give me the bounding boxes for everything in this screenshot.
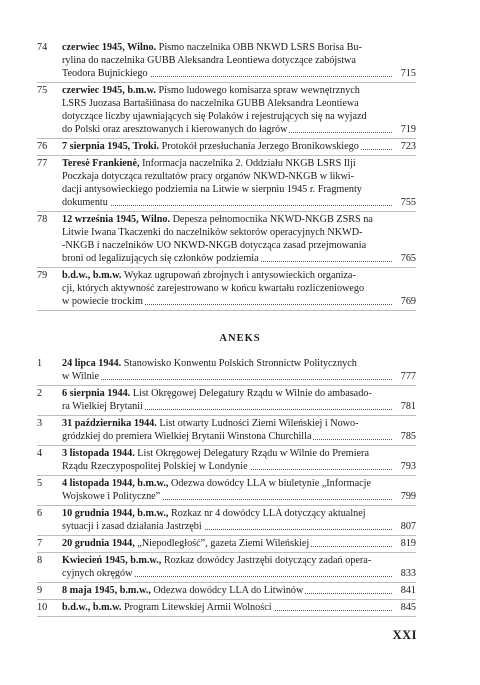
entry-title: 4 listopada 1944, b.m.w., xyxy=(62,478,169,489)
entry-page-number: 833 xyxy=(398,567,416,580)
toc-main-section xyxy=(37,40,416,311)
entry-title: 7 sierpnia 1945, Troki. xyxy=(62,141,160,152)
entry-leader-line: 8 maja 1945, b.m.w., Odezwa dowódcy LLA do Litwinów 841 xyxy=(62,585,416,596)
entry-page-number: 777 xyxy=(398,370,416,383)
entry-number: 76 xyxy=(37,141,48,152)
entry-line: cji, których aktywność zarejestrowano w końcu kwartału rozliczeniowego xyxy=(62,283,365,294)
toc-entry xyxy=(37,268,416,311)
entry-number: 8 xyxy=(37,555,43,566)
toc-entry xyxy=(37,83,416,139)
toc-aneks-section xyxy=(37,356,416,617)
toc-entry xyxy=(37,506,416,536)
entry-number: 6 xyxy=(37,508,43,519)
entry-title: 3 listopada 1944. xyxy=(62,448,135,459)
toc-entry xyxy=(37,156,416,212)
entry-line: Poczkaja dotycząca rezultatów pracy organów NKWD-NKGB w likwi- xyxy=(62,171,355,182)
entry-line: b.d.w., b.m.w. Wykaz ugrupowań zbrojnych i antysowieckich organiza- xyxy=(62,270,356,281)
entry-text xyxy=(62,584,416,597)
entry-text xyxy=(62,387,416,413)
entry-title: 6 sierpnia 1944. xyxy=(62,388,131,399)
toc-entry xyxy=(37,40,416,83)
entry-text xyxy=(62,507,416,533)
entry-title: 31 października 1944. xyxy=(62,418,157,429)
entry-leader-line: b.d.w., b.m.w. Program Litewskiej Armii Wolności 845 xyxy=(62,602,416,613)
entry-title: 8 maja 1945, b.m.w., xyxy=(62,585,151,596)
entry-line: 24 lipca 1944. Stanowisko Konwentu Polskich Stronnictw Politycznych xyxy=(62,358,357,369)
entry-leader-line: gródzkiej do premiera Wielkiej Brytanii Winstona Churchilla 785 xyxy=(62,431,416,442)
entry-page-number: 785 xyxy=(398,430,416,443)
entry-leader-line: Wojskowe i Polityczne” 799 xyxy=(62,491,416,502)
entry-text xyxy=(62,213,416,265)
entry-number: 1 xyxy=(37,358,43,369)
toc-entry xyxy=(37,553,416,583)
entry-title: 12 września 1945, Wilno. xyxy=(62,214,171,225)
page-number: XXI xyxy=(392,628,417,642)
toc-entry xyxy=(37,536,416,553)
entry-leader-line: cyjnych okręgów 833 xyxy=(62,568,416,579)
toc-entry xyxy=(37,356,416,386)
entry-title: czerwiec 1945, b.m.w. xyxy=(62,85,156,96)
entry-line: 3 listopada 1944. List Okręgowej Delegatury Rządu w Wilnie do Premiera xyxy=(62,448,369,459)
entry-text xyxy=(62,417,416,443)
toc-entry xyxy=(37,139,416,156)
entry-line: 12 września 1945, Wilno. Depesza pełnomocnika NKWD-NKGB ZSRS na xyxy=(62,214,373,225)
toc-entry xyxy=(37,212,416,268)
entry-leader-line: broni od legalizujących się członków podziemia 765 xyxy=(62,253,416,264)
entry-line: dacji antysowieckiego podziemia na Litwie w sierpniu 1945 r. Fragmenty xyxy=(62,184,362,195)
entry-text xyxy=(62,554,416,580)
entry-line: Teresė Frankienė, Informacja naczelnika 2. Oddziału NKGB LSRS Ilji xyxy=(62,158,356,169)
entry-page-number: 755 xyxy=(398,196,416,209)
entry-page-number: 769 xyxy=(398,295,416,308)
entry-leader-line: ra Wielkiej Brytanii 781 xyxy=(62,401,416,412)
entry-page-number: 807 xyxy=(398,520,416,533)
entry-text xyxy=(62,601,416,614)
entry-text xyxy=(62,477,416,503)
entry-number: 75 xyxy=(37,85,48,96)
entry-number: 10 xyxy=(37,602,48,613)
entry-number: 74 xyxy=(37,42,48,53)
entry-page-number: 799 xyxy=(398,490,416,503)
entry-leader-line: w Wilnie 777 xyxy=(62,371,416,382)
entry-text xyxy=(62,41,416,80)
entry-text xyxy=(62,447,416,473)
entry-page-number: 719 xyxy=(398,123,416,136)
entry-title: 24 lipca 1944. xyxy=(62,358,122,369)
entry-number: 77 xyxy=(37,158,48,169)
toc-entry xyxy=(37,600,416,617)
entry-line: dotyczące liczby ujawniających się Polaków i rejestrujących się na wyjazd xyxy=(62,111,367,122)
entry-text xyxy=(62,269,416,308)
entry-title: 10 grudnia 1944, b.m.w., xyxy=(62,508,169,519)
dot-leader xyxy=(62,379,392,380)
toc-entry xyxy=(37,416,416,446)
entry-leader-line: dokumentu 755 xyxy=(62,197,416,208)
entry-title: Teresė Frankienė, xyxy=(62,158,140,169)
entry-number: 9 xyxy=(37,585,43,596)
entry-leader-line: sytuacji i zasad działania Jastrzębi 807 xyxy=(62,521,416,532)
entry-leader-line: 7 sierpnia 1945, Troki. Protokół przesłuchania Jerzego Bronikowskiego 723 xyxy=(62,141,416,152)
entry-line: -NKGB i naczelników UO NKWD-NKGB dotycząca zasad przejmowania xyxy=(62,240,367,251)
entry-number: 4 xyxy=(37,448,43,459)
entry-page-number: 765 xyxy=(398,252,416,265)
entry-line: 6 sierpnia 1944. List Okręgowej Delegatury Rządu w Wilnie do ambasado- xyxy=(62,388,372,399)
entry-number: 78 xyxy=(37,214,48,225)
entry-page-number: 793 xyxy=(398,460,416,473)
entry-leader-line: w powiecie trockim 769 xyxy=(62,296,416,307)
entry-title: b.d.w., b.m.w. xyxy=(62,602,122,613)
entry-text xyxy=(62,357,416,383)
entry-page-number: 841 xyxy=(398,584,416,597)
entry-page-number: 781 xyxy=(398,400,416,413)
entry-page-number: 845 xyxy=(398,601,416,614)
entry-leader-line: Teodora Bujnickiego 715 xyxy=(62,68,416,79)
entry-page-number: 819 xyxy=(398,537,416,550)
entry-page-number: 723 xyxy=(398,140,416,153)
entry-text xyxy=(62,157,416,209)
entry-line: 31 października 1944. List otwarty Ludności Ziemi Wileńskiej i Nowo- xyxy=(62,418,359,429)
dot-leader xyxy=(62,205,392,206)
entry-leader-line: Rządu Rzeczypospolitej Polskiej w Londynie 793 xyxy=(62,461,416,472)
entry-leader-line: do Polski oraz aresztowanych i kierowanych do łagrów 719 xyxy=(62,124,416,135)
entry-number: 3 xyxy=(37,418,43,429)
entry-line: 10 grudnia 1944, b.m.w., Rozkaz nr 4 dowódcy LLA dotyczący aktualnej xyxy=(62,508,366,519)
entry-page-number: 715 xyxy=(398,67,416,80)
entry-text xyxy=(62,140,416,153)
entry-number: 2 xyxy=(37,388,43,399)
entry-line: Kwiecień 1945, b.m.w., Rozkaz dowódcy Jastrzębi dotyczący zadań opera- xyxy=(62,555,372,566)
entry-line: LSRS Juozasa Bartašiūnasa do naczelnika GUBB Aleksandra Leontiewa xyxy=(62,98,359,109)
toc-entry xyxy=(37,476,416,506)
entry-line: czerwiec 1945, Wilno. Pismo naczelnika OBB NKWD LSRS Borisa Bu- xyxy=(62,42,362,53)
entry-title: b.d.w., b.m.w. xyxy=(62,270,122,281)
toc-entry xyxy=(37,583,416,600)
entry-number: 7 xyxy=(37,538,43,549)
entry-title: Kwiecień 1945, b.m.w., xyxy=(62,555,162,566)
entry-number: 79 xyxy=(37,270,48,281)
entry-line: Litwie Iwana Tkaczenki do naczelników sektorów operacyjnych NKWD- xyxy=(62,227,363,238)
entry-leader-line: 20 grudnia 1944, „Niepodległość”, gazeta Ziemi Wileńskiej 819 xyxy=(62,538,416,549)
entry-title: 20 grudnia 1944, xyxy=(62,538,135,549)
entry-line: 4 listopada 1944, b.m.w., Odezwa dowódcy LLA w biuletynie „Informacje xyxy=(62,478,371,489)
aneks-heading: ANEKS xyxy=(219,333,261,344)
entry-line: rylina do naczelnika GUBB Aleksandra Leontiewa dotyczące zabójstwa xyxy=(62,55,356,66)
entry-title: czerwiec 1945, Wilno. xyxy=(62,42,157,53)
entry-text xyxy=(62,84,416,136)
toc-entry xyxy=(37,446,416,476)
entry-line: czerwiec 1945, b.m.w. Pismo ludowego komisarza spraw wewnętrznych xyxy=(62,85,360,96)
entry-text xyxy=(62,537,416,550)
toc-entry xyxy=(37,386,416,416)
entry-number: 5 xyxy=(37,478,43,489)
